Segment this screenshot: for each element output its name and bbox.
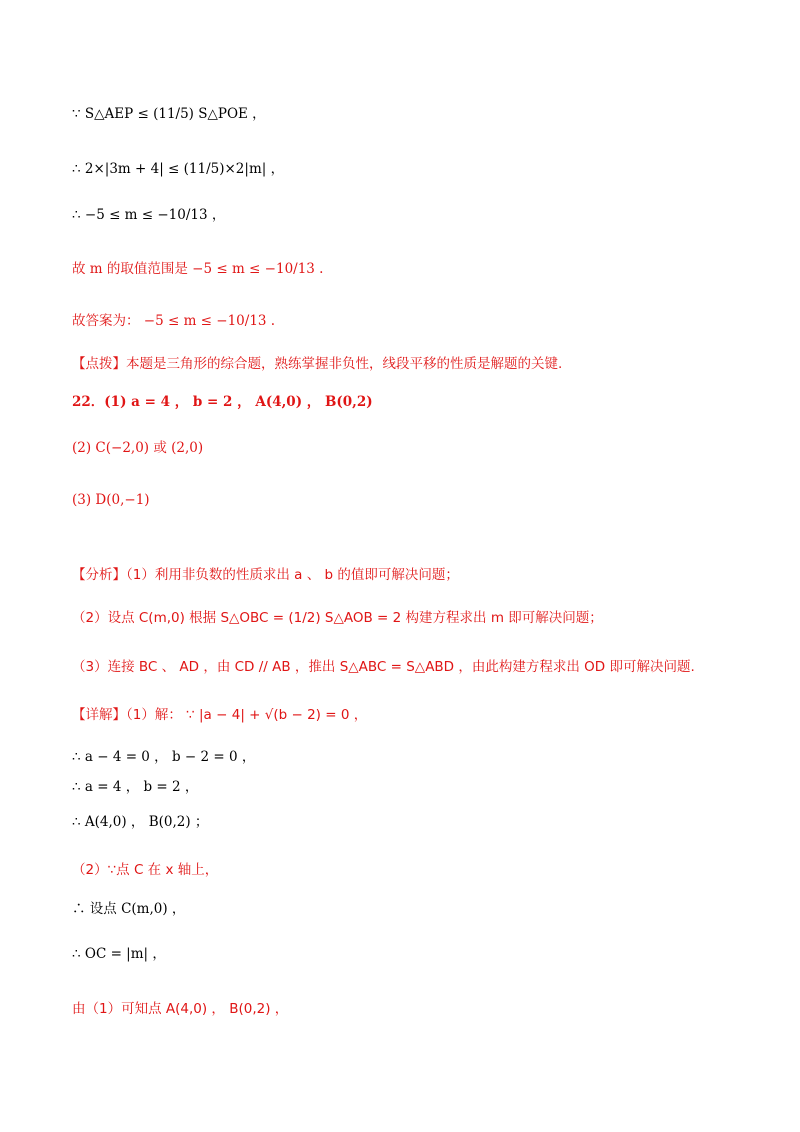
line-1: ∵ S△AEP ≤ (11/5) S△POE ， [72,106,266,122]
line-20: 由（1）可知点 A(4,0) ， B(0,2) ， [72,1001,289,1017]
line-9: (3) D(0,−1) [72,492,150,508]
line-18: ∴ 设点 C(m,0) ， [72,901,186,917]
line-17: （2）∵点 C 在 x 轴上， [72,862,219,878]
line-10: 【分析】（1）利用非负数的性质求出 a 、 b 的值即可解决问题； [72,567,459,583]
line-12: （3）连接 BC 、 AD ，由 CD // AB ，推出 S△ABC = S△ABD ，由此构建方程求出 OD 即可解决问题. [72,659,695,675]
line-7: 22．(1) a = 4 ， b = 2 ， A(4,0) ， B(0,2) [72,394,373,410]
line-14: ∴ a − 4 = 0 ， b − 2 = 0 ， [72,749,256,765]
line-3: ∴ −5 ≤ m ≤ −10/13 ， [72,207,226,223]
line-2: ∴ 2×|3m + 4| ≤ (11/5)×2|m| ， [72,161,285,177]
line-11: （2）设点 C(m,0) 根据 S△OBC = (1/2) S△AOB = 2 构建方程求出 m 即可解决问题； [72,610,603,626]
line-13: 【详解】（1）解： ∵ |a − 4| + √(b − 2) = 0 ， [72,707,368,723]
line-16: ∴ A(4,0) ， B(0,2) ； [72,814,209,830]
line-6: 【点拨】本题是三角形的综合题，熟练掌握非负性，线段平移的性质是解题的关键. [72,356,563,372]
line-4: 故 m 的取值范围是 −5 ≤ m ≤ −10/13 . [72,261,324,277]
line-8: (2) C(−2,0) 或 (2,0) [72,440,204,456]
line-19: ∴ OC = |m| ， [72,946,166,962]
line-5: 故答案为： −5 ≤ m ≤ −10/13 . [72,313,276,329]
line-15: ∴ a = 4 ， b = 2 ， [72,779,199,795]
